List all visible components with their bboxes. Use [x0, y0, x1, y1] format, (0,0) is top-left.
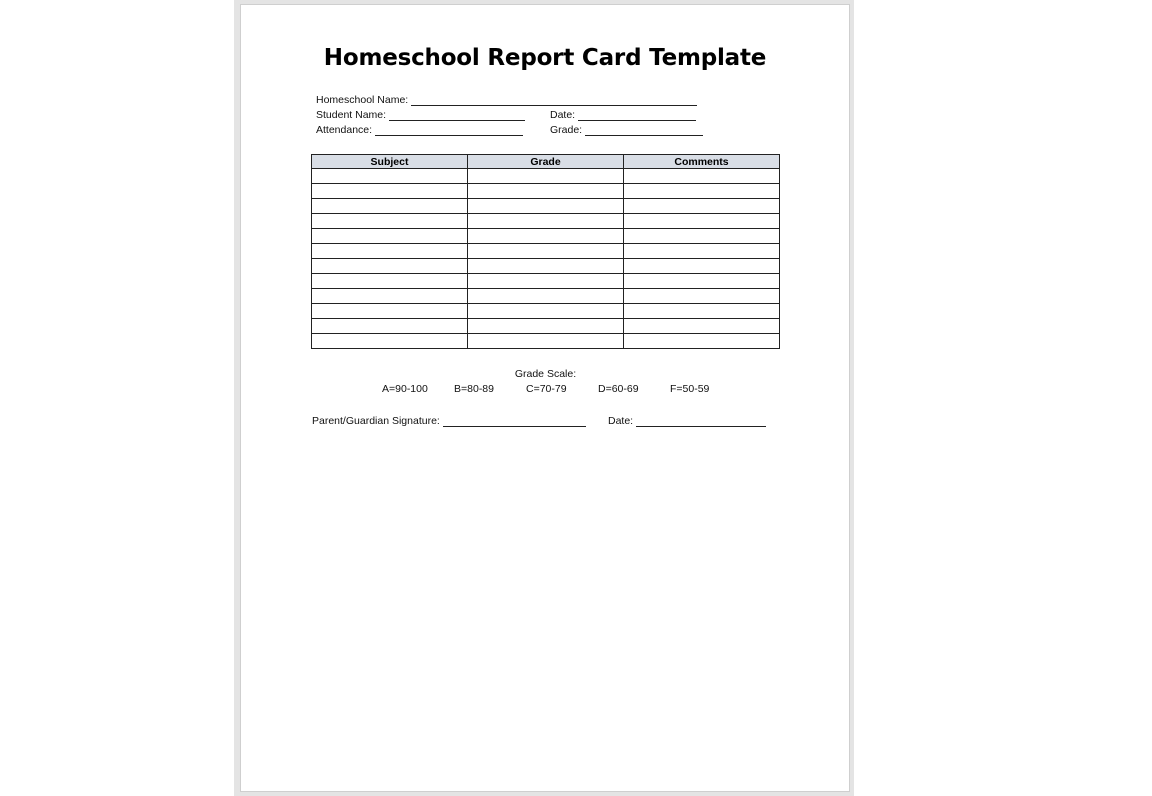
homeschool-name-field	[316, 94, 697, 106]
comments-cell[interactable]	[624, 214, 780, 229]
comments-cell[interactable]	[624, 334, 780, 349]
grade-line	[585, 125, 703, 136]
grade-cell[interactable]	[468, 214, 624, 229]
table-row	[312, 259, 780, 274]
homeschool-name-label: Homeschool Name:	[316, 94, 409, 106]
grade-cell[interactable]	[468, 259, 624, 274]
subject-cell[interactable]	[312, 199, 468, 214]
date-line	[578, 110, 696, 121]
subject-cell[interactable]	[312, 274, 468, 289]
grade-cell[interactable]	[468, 184, 624, 199]
subject-cell[interactable]	[312, 304, 468, 319]
homeschool-name-line	[411, 95, 697, 106]
parent-signature-field	[312, 415, 586, 427]
comments-cell[interactable]	[624, 289, 780, 304]
grade-label: Grade:	[550, 124, 583, 136]
grade-cell[interactable]	[468, 304, 624, 319]
grade-cell[interactable]	[468, 169, 624, 184]
comments-cell[interactable]	[624, 274, 780, 289]
subject-cell[interactable]	[312, 334, 468, 349]
document-page	[240, 4, 850, 792]
date-label: Date:	[550, 109, 576, 121]
attendance-line	[375, 125, 523, 136]
subject-cell[interactable]	[312, 319, 468, 334]
column-header-subject: Subject	[312, 155, 468, 169]
comments-cell[interactable]	[624, 184, 780, 199]
grade-scale-label: Grade Scale:	[514, 368, 577, 380]
comments-cell[interactable]	[624, 169, 780, 184]
grade-cell[interactable]	[468, 274, 624, 289]
subject-cell[interactable]	[312, 229, 468, 244]
grade-cell[interactable]	[468, 244, 624, 259]
table-row	[312, 319, 780, 334]
column-header-comments: Comments	[624, 155, 780, 169]
subject-cell[interactable]	[312, 244, 468, 259]
student-name-line	[389, 110, 525, 121]
attendance-field	[316, 124, 523, 136]
table-row	[312, 214, 780, 229]
table-body	[312, 169, 780, 349]
grade-cell[interactable]	[468, 199, 624, 214]
table-row	[312, 334, 780, 349]
signature-date-label: Date:	[608, 415, 634, 427]
subject-cell[interactable]	[312, 259, 468, 274]
grade-scale-d: D=60-69	[598, 383, 639, 395]
page-title: Homeschool Report Card Template	[323, 45, 767, 71]
signature-date-field	[608, 415, 766, 427]
grade-cell[interactable]	[468, 319, 624, 334]
subject-cell[interactable]	[312, 289, 468, 304]
table-row	[312, 199, 780, 214]
grade-scale-c: C=70-79	[526, 383, 567, 395]
comments-cell[interactable]	[624, 244, 780, 259]
column-header-grade: Grade	[468, 155, 624, 169]
student-name-field	[316, 109, 525, 121]
comments-cell[interactable]	[624, 259, 780, 274]
subject-cell[interactable]	[312, 184, 468, 199]
parent-signature-line	[443, 416, 586, 427]
student-name-label: Student Name:	[316, 109, 387, 121]
comments-cell[interactable]	[624, 199, 780, 214]
grades-table	[311, 154, 780, 349]
table-row	[312, 304, 780, 319]
table-row	[312, 244, 780, 259]
comments-cell[interactable]	[624, 229, 780, 244]
table-row	[312, 184, 780, 199]
table-row	[312, 229, 780, 244]
grade-scale-f: F=50-59	[670, 383, 710, 395]
table-row	[312, 169, 780, 184]
table-row	[312, 289, 780, 304]
grade-cell[interactable]	[468, 229, 624, 244]
attendance-label: Attendance:	[316, 124, 373, 136]
subject-cell[interactable]	[312, 169, 468, 184]
date-field	[550, 109, 696, 121]
signature-date-line	[636, 416, 766, 427]
comments-cell[interactable]	[624, 319, 780, 334]
grade-field	[550, 124, 703, 136]
subject-cell[interactable]	[312, 214, 468, 229]
comments-cell[interactable]	[624, 304, 780, 319]
grade-cell[interactable]	[468, 289, 624, 304]
grade-scale-b: B=80-89	[454, 383, 494, 395]
parent-signature-label: Parent/Guardian Signature:	[312, 415, 440, 427]
table-header-row	[312, 155, 780, 169]
grade-scale-a: A=90-100	[382, 383, 428, 395]
table-row	[312, 274, 780, 289]
grade-cell[interactable]	[468, 334, 624, 349]
